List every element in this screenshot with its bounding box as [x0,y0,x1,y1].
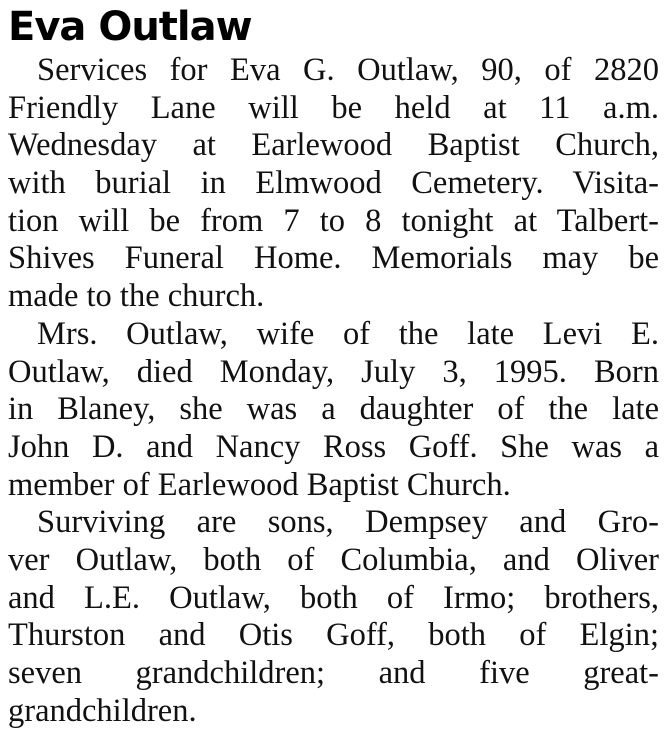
article-body [8,52,659,730]
text-line: grandchildren. [8,692,197,729]
text-line: tion will be from 7 to 8 tonight at Talbert- [8,202,659,239]
text-line: and L.E. Outlaw, both of Irmo; brothers, [8,579,659,616]
headline: Eva Outlaw [8,4,252,50]
text-line: Outlaw, died Monday, July 3, 1995. Born [8,353,659,390]
text-line: Thurston and Otis Goff, both of Elgin; [8,617,659,654]
text-line: member of Earlewood Baptist Church. [8,466,511,503]
text-line: Shives Funeral Home. Memorials may be [8,240,659,277]
text-line: John D. and Nancy Ross Goff. She was a [8,428,659,465]
text-line: ver Outlaw, both of Columbia, and Oliver [8,541,659,578]
text-line: with burial in Elmwood Cemetery. Visita- [8,165,659,202]
text-line: Mrs. Outlaw, wife of the late Levi E. [37,315,659,352]
text-line: Surviving are sons, Dempsey and Gro- [37,504,659,541]
text-line: Services for Eva G. Outlaw, 90, of 2820 [37,52,659,88]
text-line: Friendly Lane will be held at 11 a.m. [8,89,659,126]
text-line: made to the church. [8,278,265,315]
text-line: seven grandchildren; and five great- [8,655,659,691]
text-line: in Blaney, she was a daughter of the late [8,391,659,428]
text-line: Wednesday at Earlewood Baptist Church, [8,127,659,164]
